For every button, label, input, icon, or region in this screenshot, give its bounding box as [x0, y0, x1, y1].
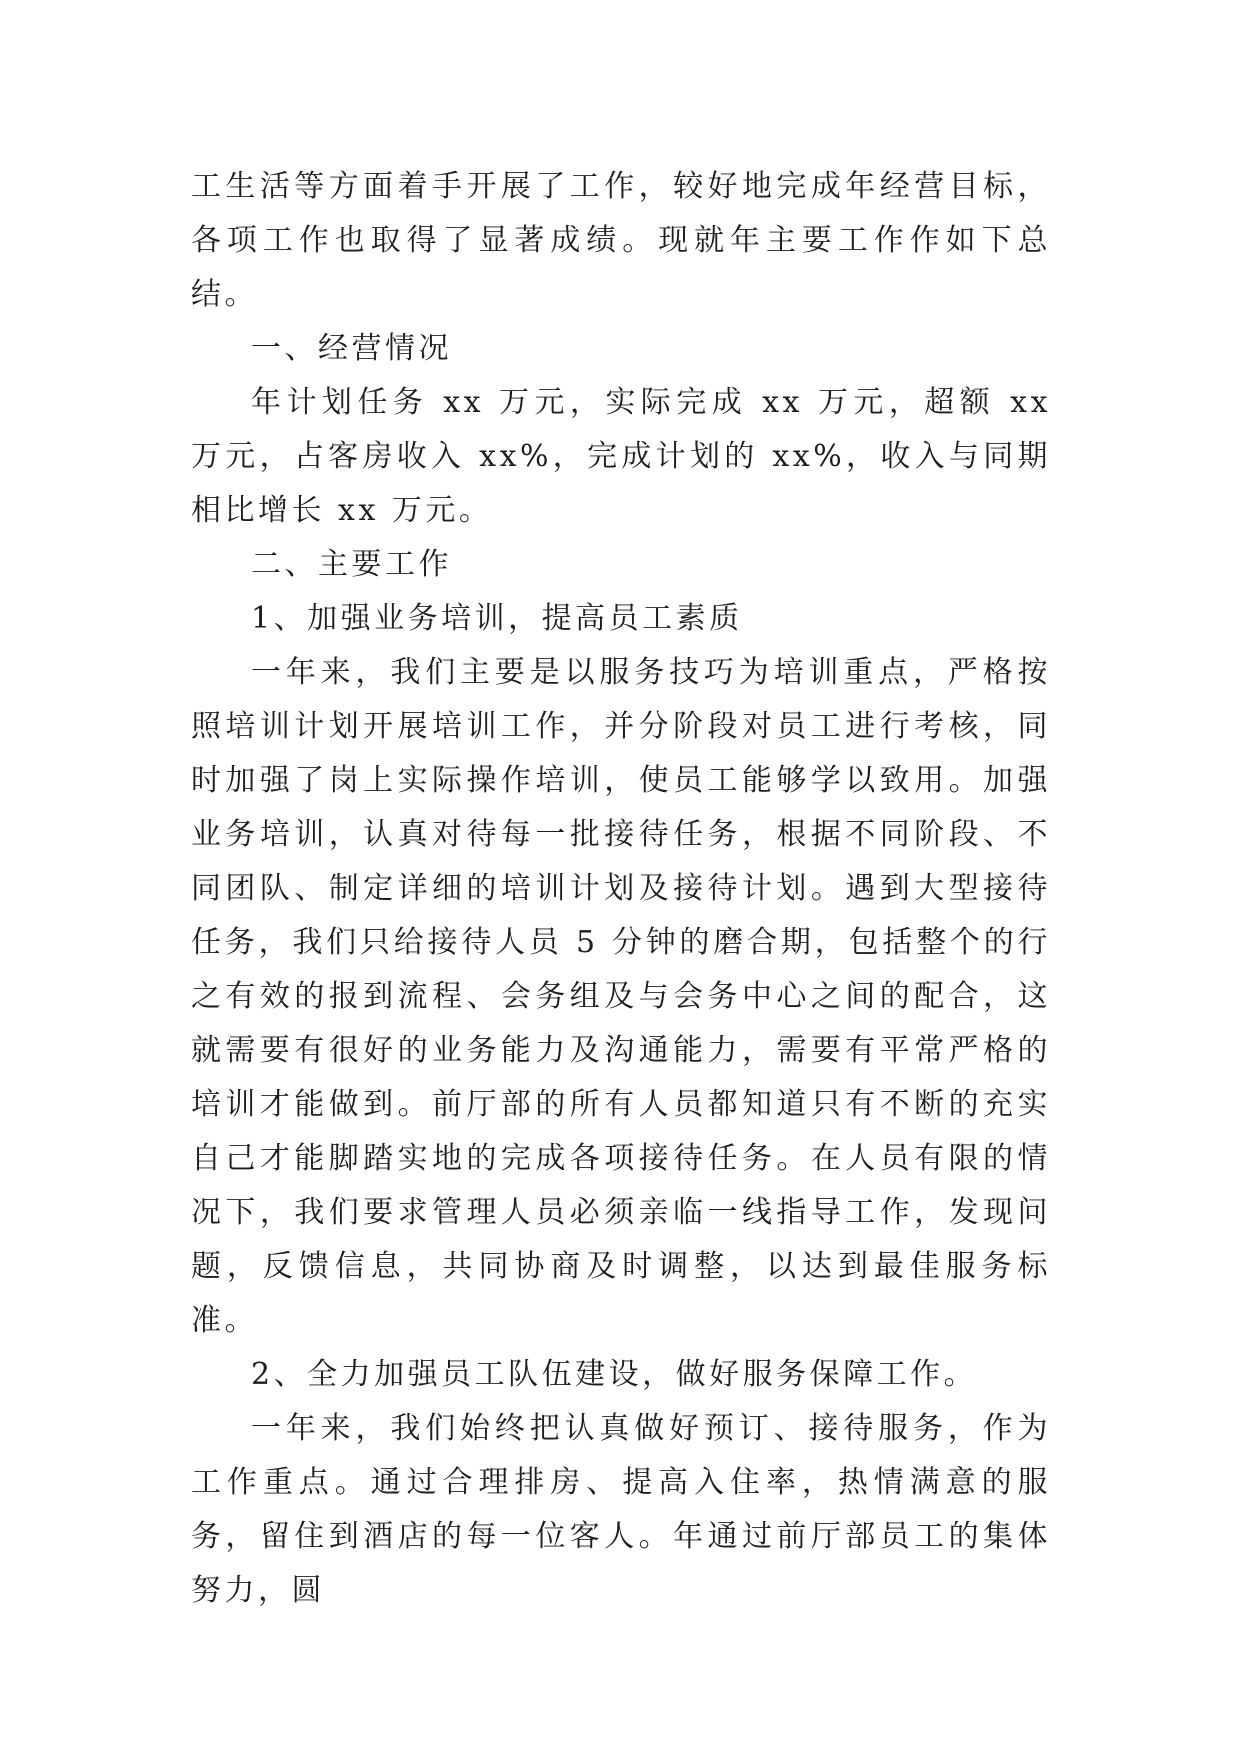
document-body — [191, 160, 1051, 1618]
section-heading-operations: 一、经营情况 — [251, 331, 452, 366]
paragraph-team-building: 一年来，我们始终把认真做好预订、接待服务，作为工作重点。通过合理排房、提高入住率，热情满意的服务，留住到酒店的每一位客人。年通过前厅部员工的集体努力，圆 — [191, 1411, 1051, 1608]
subheading-team-building: 2、全力加强员工队伍建设，做好服务保障工作。 — [251, 1357, 978, 1392]
paragraph-training: 一年来，我们主要是以服务技巧为培训重点，严格按照培训计划开展培训工作，并分阶段对员工进行考核，同时加强了岗上实际操作培训，使员工能够学以致用。加强业务培训，认真对待每一批接待任务，根据不同阶段、不同团队、制定详细的培训计划及接待计划。遇到大型接待任务，我们只给接待人员 5 分钟的磨合期，包括整个的行之有效的报到流程、会务组及与会务中心之间的配合，这就需要有很好的业务能力及沟通能力，需要有平常严格的培训才能做到。前厅部的所有人员都知道只有不断的充实自己才能脚踏实地的完成各项接待任务。在人员有限的情况下，我们要求管理人员必须亲临一线指导工作，发现问题，反馈信息，共同协商及时调整，以达到最佳服务标准。 — [191, 655, 1051, 1338]
paragraph-intro: 工生活等方面着手开展了工作，较好地完成年经营目标，各项工作也取得了显著成绩。现就年主要工作作如下总结。 — [191, 169, 1051, 312]
paragraph-operations: 年计划任务 xx 万元，实际完成 xx 万元，超额 xx 万元，占客房收入 xx%，完成计划的 xx%，收入与同期相比增长 xx 万元。 — [191, 385, 1051, 528]
section-heading-main-work: 二、主要工作 — [251, 547, 452, 582]
subheading-training: 1、加强业务培训，提高员工素质 — [251, 601, 743, 636]
